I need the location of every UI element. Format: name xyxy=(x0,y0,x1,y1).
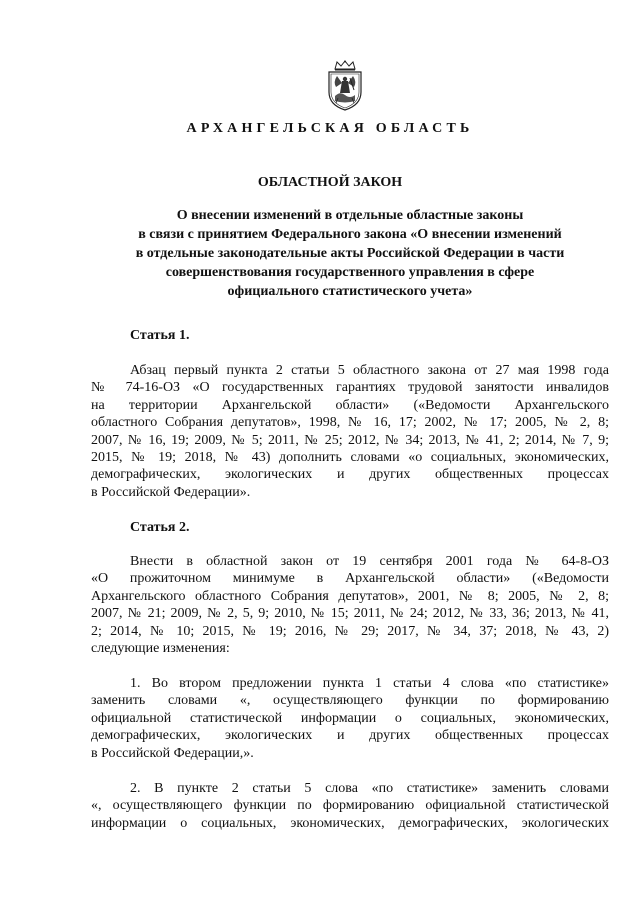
law-kind-heading: ОБЛАСТНОЙ ЗАКОН xyxy=(257,175,403,190)
text-line: Абзац первый пункта 2 статьи 5 областного закона от 27 мая 1998 года xyxy=(130,363,609,378)
law-title-line: в связи с принятием Федерального закона «О внесении изменений xyxy=(138,227,562,242)
text-line: следующие изменения: xyxy=(91,641,230,657)
article-1-text xyxy=(91,362,609,501)
law-title-line: в отдельные законодательные акты Российской Федерации в части xyxy=(135,246,565,261)
law-title-line: официального статистического учета» xyxy=(227,284,473,299)
text-line: 2015, № 19; 2018, № 43) дополнить словами «о социальных, экономических, xyxy=(91,450,609,466)
text-line: 2007, № 21; 2009, № 2, 5, 9; 2010, № 15; 2011, № 24; 2012, № 33, 36; 2013, № 41, xyxy=(91,606,609,622)
text-line: «О прожиточном минимуме в Архангельской области» («Ведомости xyxy=(91,571,609,587)
text-line: областного Собрания депутатов», 1998, № 16, 17; 2002, № 17; 2005, № 2, 8; xyxy=(91,415,609,431)
text-line: Внести в областной закон от 19 сентября 2001 года № 64-8-ОЗ xyxy=(130,554,609,569)
text-line: «, осуществляющего функции по формированию официальной статистической xyxy=(91,798,609,814)
article-2-item-2 xyxy=(91,780,609,832)
article-2-heading: Статья 2. xyxy=(130,520,190,535)
coat-of-arms-icon xyxy=(323,60,367,112)
text-line: 2007, № 16, 19; 2009, № 5; 2011, № 25; 2012, № 34; 2013, № 41, 2; 2014, № 7, 9; xyxy=(91,432,609,448)
article-2-item-1 xyxy=(91,675,609,762)
text-line: в Российской Федерации». xyxy=(91,484,251,500)
text-line: в Российской Федерации,». xyxy=(91,745,254,761)
law-title xyxy=(92,206,608,301)
text-line: официальной статистической информации о социальных, экономических, xyxy=(91,710,609,726)
text-line: 2. В пункте 2 статьи 5 слова «по статистике» заменить словами xyxy=(130,781,609,796)
law-title-line: О внесении изменений в отдельные областные законы xyxy=(176,208,524,223)
text-line: 1. Во втором предложении пункта 1 статьи 4 слова «по статистике» xyxy=(130,676,609,691)
text-line: Архангельского областного Собрания депутатов», 2001, № 8; 2005, № 2, 8; xyxy=(91,588,609,604)
law-title-line: совершенствования государственного управления в сфере xyxy=(165,265,535,280)
text-line: № 74-16-ОЗ «О государственных гарантиях трудовой занятости инвалидов xyxy=(91,380,609,396)
article-1-heading: Статья 1. xyxy=(130,328,190,343)
text-line: заменить словами «, осуществляющего функции по формированию xyxy=(91,693,609,709)
region-name: АРХАНГЕЛЬСКАЯ ОБЛАСТЬ xyxy=(186,121,474,136)
text-line: демографических, экологических и других общественных процессах xyxy=(91,728,609,744)
text-line: демографических, экологических и других общественных процессах xyxy=(91,467,609,483)
text-line: 2; 2014, № 10; 2015, № 19; 2016, № 29; 2017, № 34, 37; 2018, № 43, 2) xyxy=(91,623,609,639)
text-line: информации о социальных, экономических, демографических, экологических xyxy=(91,815,609,831)
text-line: на территории Архангельской области» («Ведомости Архангельского xyxy=(91,397,609,413)
article-2-intro xyxy=(91,553,609,657)
